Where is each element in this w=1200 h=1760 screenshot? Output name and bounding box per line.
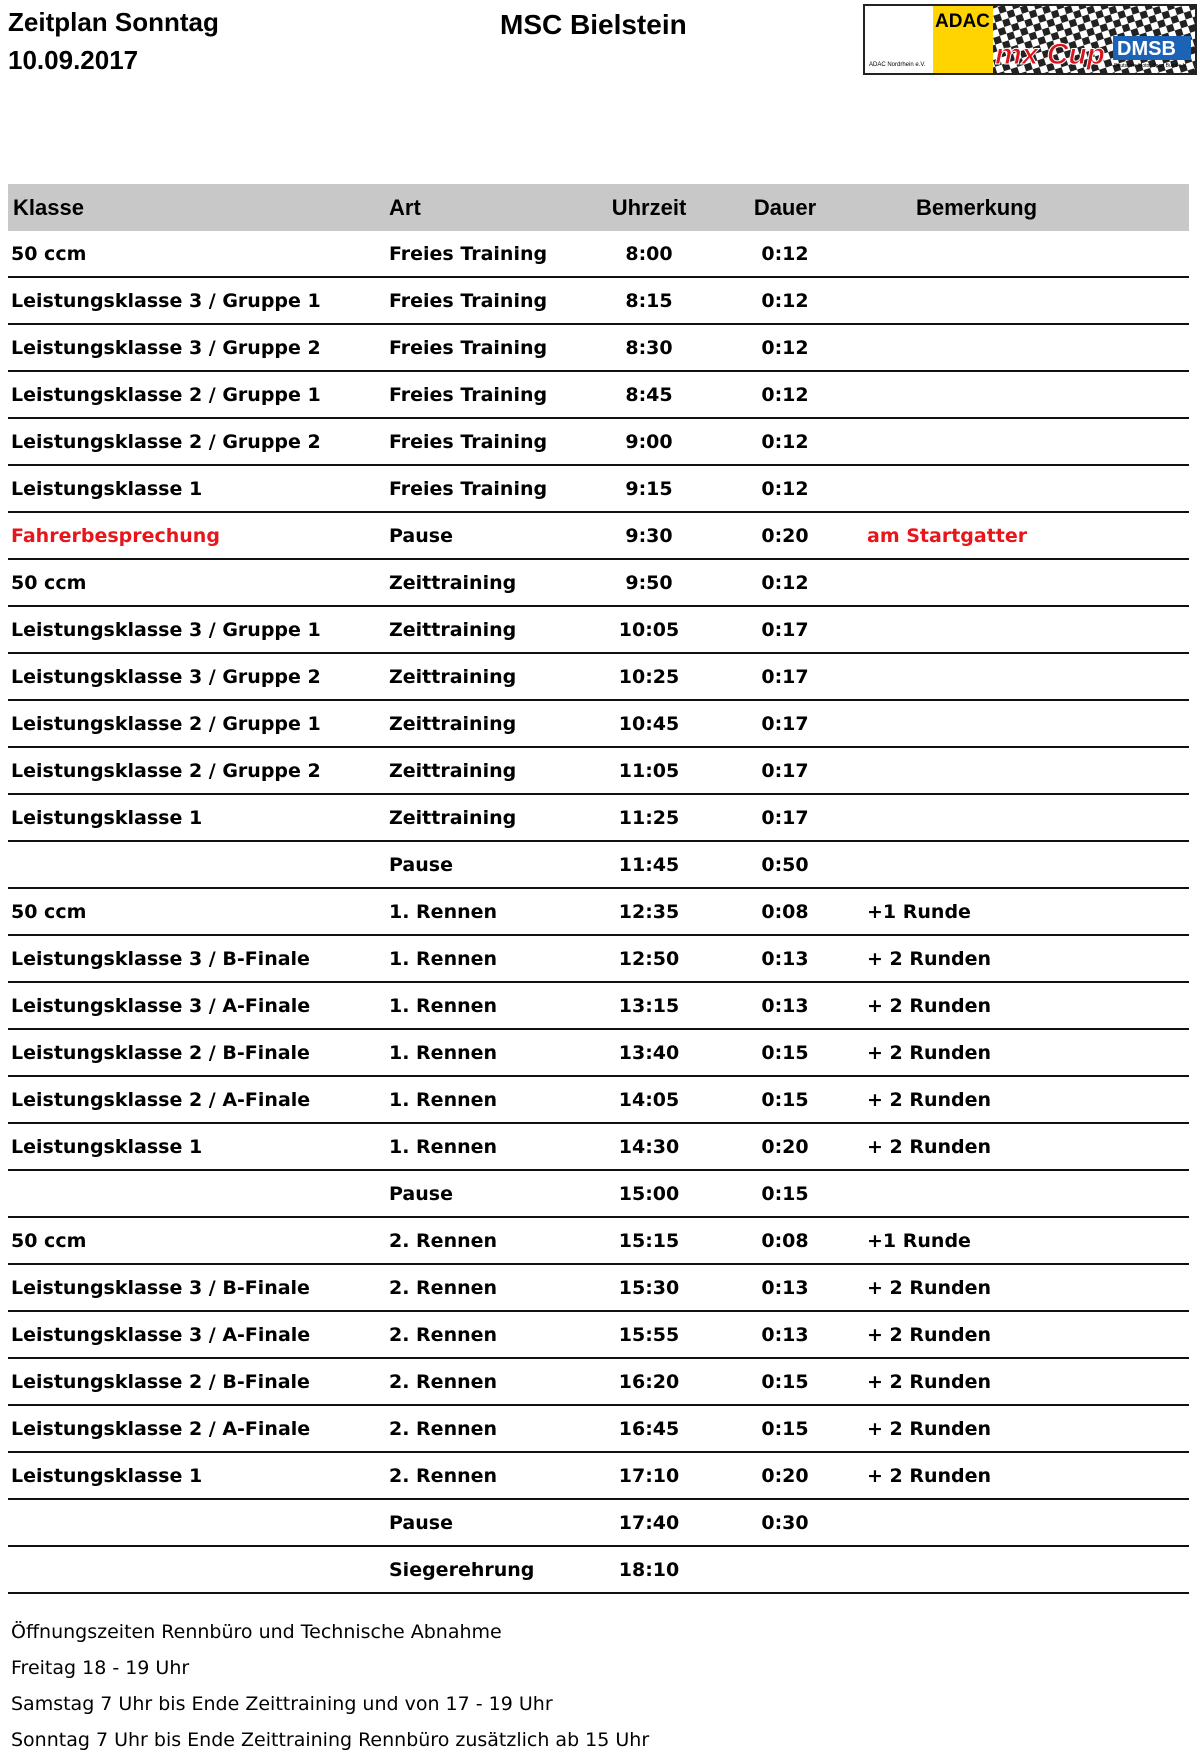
- cell-dauer: 0:12: [761, 289, 809, 312]
- cell-klasse: Leistungsklasse 3 / A-Finale: [11, 1323, 311, 1346]
- cell-uhrzeit: 15:15: [618, 1229, 680, 1252]
- cell-klasse: Fahrerbesprechung: [11, 524, 220, 547]
- cell-dauer: 0:08: [761, 900, 809, 923]
- cell-art: Pause: [389, 524, 453, 547]
- cell-uhrzeit: 9:00: [625, 430, 673, 453]
- cell-art: Zeittraining: [389, 665, 517, 688]
- cell-bemerkung: + 2 Runden: [867, 1417, 992, 1440]
- cell-art: 1. Rennen: [389, 947, 498, 970]
- cell-klasse: Leistungsklasse 2 / Gruppe 1: [11, 712, 321, 735]
- cell-dauer: 0:20: [761, 524, 809, 547]
- cell-uhrzeit: 10:05: [618, 618, 680, 641]
- cell-dauer: 0:12: [761, 383, 809, 406]
- cell-dauer: 0:15: [761, 1041, 809, 1064]
- cell-art: Freies Training: [389, 336, 548, 359]
- cell-art: Freies Training: [389, 477, 548, 500]
- table-row: [8, 936, 1189, 983]
- table-row: [8, 983, 1189, 1030]
- table-row: [8, 1453, 1189, 1500]
- cell-dauer: 0:12: [761, 336, 809, 359]
- table-row: [8, 419, 1189, 466]
- cell-dauer: 0:15: [761, 1088, 809, 1111]
- cell-klasse: Leistungsklasse 1: [11, 1464, 203, 1487]
- header-bemerkung: Bemerkung: [916, 194, 1038, 220]
- cell-uhrzeit: 16:45: [618, 1417, 680, 1440]
- table-row: [8, 1218, 1189, 1265]
- cell-uhrzeit: 17:40: [618, 1511, 680, 1534]
- cell-art: 1. Rennen: [389, 1041, 498, 1064]
- cell-dauer: 0:17: [761, 759, 809, 782]
- cell-bemerkung: + 2 Runden: [867, 947, 992, 970]
- cell-bemerkung: + 2 Runden: [867, 994, 992, 1017]
- table-row: [8, 795, 1189, 842]
- event-date: 10.09.2017: [8, 45, 139, 75]
- cell-dauer: 0:08: [761, 1229, 809, 1252]
- cell-bemerkung: + 2 Runden: [867, 1464, 992, 1487]
- cell-art: 1. Rennen: [389, 1088, 498, 1111]
- cell-dauer: 0:13: [761, 947, 809, 970]
- cell-art: 2. Rennen: [389, 1464, 498, 1487]
- table-body: [8, 231, 1189, 1594]
- cell-art: 2. Rennen: [389, 1276, 498, 1299]
- table-row: [8, 1406, 1189, 1453]
- cell-klasse: Leistungsklasse 1: [11, 1135, 203, 1158]
- adac-mx-cup-logo: [863, 4, 1197, 75]
- cell-art: Pause: [389, 1182, 453, 1205]
- cell-uhrzeit: 15:00: [618, 1182, 680, 1205]
- cell-art: Zeittraining: [389, 806, 517, 829]
- cell-art: Freies Training: [389, 383, 548, 406]
- cell-bemerkung: + 2 Runden: [867, 1041, 992, 1064]
- svg-text:DMSB: DMSB: [1117, 38, 1176, 60]
- cell-klasse: Leistungsklasse 2 / B-Finale: [11, 1370, 310, 1393]
- cell-uhrzeit: 10:45: [618, 712, 680, 735]
- cell-uhrzeit: 9:30: [625, 524, 673, 547]
- cell-klasse: Leistungsklasse 3 / B-Finale: [11, 1276, 310, 1299]
- cell-klasse: Leistungsklasse 1: [11, 806, 203, 829]
- cell-uhrzeit: 18:10: [618, 1558, 680, 1581]
- cell-bemerkung: am Startgatter: [867, 524, 1028, 547]
- cell-dauer: 0:15: [761, 1417, 809, 1440]
- cell-uhrzeit: 10:25: [618, 665, 680, 688]
- table-row: [8, 748, 1189, 795]
- notes-line: Freitag 18 - 19 Uhr: [11, 1657, 190, 1679]
- table-row: [8, 1500, 1189, 1547]
- cell-bemerkung: +1 Runde: [867, 900, 971, 923]
- table-row: [8, 278, 1189, 325]
- cell-bemerkung: + 2 Runden: [867, 1276, 992, 1299]
- cell-klasse: Leistungsklasse 3 / Gruppe 2: [11, 336, 321, 359]
- cell-bemerkung: + 2 Runden: [867, 1135, 992, 1158]
- cell-uhrzeit: 8:00: [625, 242, 673, 265]
- cell-klasse: 50 ccm: [11, 1229, 87, 1252]
- cell-art: Zeittraining: [389, 618, 517, 641]
- svg-text:mx Cup: mx Cup: [995, 38, 1106, 71]
- table-header: [8, 184, 1189, 231]
- table-row: [8, 466, 1189, 513]
- cell-dauer: 0:12: [761, 430, 809, 453]
- cell-bemerkung: + 2 Runden: [867, 1323, 992, 1346]
- cell-art: 1. Rennen: [389, 994, 498, 1017]
- header-dauer: Dauer: [753, 194, 817, 220]
- cell-art: 1. Rennen: [389, 1135, 498, 1158]
- cell-dauer: 0:13: [761, 1276, 809, 1299]
- cell-uhrzeit: 11:45: [618, 853, 680, 876]
- table-row: [8, 372, 1189, 419]
- cell-art: Zeittraining: [389, 712, 517, 735]
- table-row: [8, 1171, 1189, 1218]
- table-row: [8, 560, 1189, 607]
- table-row: [8, 1359, 1189, 1406]
- cell-art: Pause: [389, 1511, 453, 1534]
- cell-dauer: 0:17: [761, 618, 809, 641]
- cell-uhrzeit: 8:30: [625, 336, 673, 359]
- cell-dauer: 0:12: [761, 571, 809, 594]
- header-klasse: Klasse: [13, 194, 84, 220]
- cell-art: 2. Rennen: [389, 1229, 498, 1252]
- cell-uhrzeit: 13:40: [618, 1041, 680, 1064]
- cell-art: 2. Rennen: [389, 1323, 498, 1346]
- cell-uhrzeit: 14:30: [618, 1135, 680, 1158]
- cell-uhrzeit: 16:20: [618, 1370, 680, 1393]
- cell-uhrzeit: 11:25: [618, 806, 680, 829]
- cell-uhrzeit: 15:30: [618, 1276, 680, 1299]
- cell-klasse: Leistungsklasse 1: [11, 477, 203, 500]
- cell-art: Zeittraining: [389, 571, 517, 594]
- cell-uhrzeit: 17:10: [618, 1464, 680, 1487]
- cell-bemerkung: +1 Runde: [867, 1229, 971, 1252]
- cell-klasse: Leistungsklasse 3 / A-Finale: [11, 994, 311, 1017]
- page-title: Zeitplan Sonntag: [8, 7, 219, 37]
- cell-dauer: 0:20: [761, 1464, 809, 1487]
- table-row: [8, 325, 1189, 372]
- cell-art: Freies Training: [389, 289, 548, 312]
- table-row: [8, 1265, 1189, 1312]
- club-name: MSC Bielstein: [500, 9, 687, 40]
- cell-klasse: Leistungsklasse 2 / Gruppe 2: [11, 430, 321, 453]
- cell-dauer: 0:12: [761, 242, 809, 265]
- cell-dauer: 0:13: [761, 1323, 809, 1346]
- cell-klasse: Leistungsklasse 3 / Gruppe 2: [11, 665, 321, 688]
- cell-bemerkung: + 2 Runden: [867, 1370, 992, 1393]
- cell-klasse: Leistungsklasse 2 / A-Finale: [11, 1417, 311, 1440]
- notes-line: Samstag 7 Uhr bis Ende Zeittraining und von 17 - 19 Uhr: [11, 1693, 553, 1715]
- cell-dauer: 0:17: [761, 665, 809, 688]
- table-row: [8, 1077, 1189, 1124]
- svg-text:ADAC Nordrhein e.V.: ADAC Nordrhein e.V.: [869, 62, 926, 68]
- table-row: [8, 701, 1189, 748]
- cell-klasse: Leistungsklasse 2 / Gruppe 2: [11, 759, 321, 782]
- cell-uhrzeit: 11:05: [618, 759, 680, 782]
- cell-klasse: Leistungsklasse 3 / Gruppe 1: [11, 289, 321, 312]
- cell-klasse: 50 ccm: [11, 242, 87, 265]
- table-row: [8, 842, 1189, 889]
- header-uhrzeit: Uhrzeit: [611, 194, 687, 220]
- svg-text:ADAC: ADAC: [935, 11, 990, 32]
- cell-uhrzeit: 9:50: [625, 571, 673, 594]
- cell-uhrzeit: 15:55: [618, 1323, 680, 1346]
- cell-art: 2. Rennen: [389, 1370, 498, 1393]
- table-row: [8, 1030, 1189, 1077]
- cell-dauer: 0:17: [761, 806, 809, 829]
- header-art: Art: [389, 194, 421, 220]
- cell-klasse: Leistungsklasse 2 / Gruppe 1: [11, 383, 321, 406]
- table-row: [8, 1124, 1189, 1171]
- cell-klasse: 50 ccm: [11, 900, 87, 923]
- schedule-table: [8, 184, 1189, 1594]
- cell-uhrzeit: 8:15: [625, 289, 673, 312]
- cell-dauer: 0:15: [761, 1182, 809, 1205]
- svg-text:Deutscher Motor Sport Bund e.V: Deutscher Motor Sport Bund e.V.: [1114, 63, 1188, 69]
- cell-art: Siegerehrung: [389, 1558, 535, 1581]
- cell-dauer: 0:50: [761, 853, 809, 876]
- cell-uhrzeit: 12:50: [618, 947, 680, 970]
- cell-dauer: 0:13: [761, 994, 809, 1017]
- table-row: [8, 607, 1189, 654]
- cell-klasse: 50 ccm: [11, 571, 87, 594]
- table-row: [8, 889, 1189, 936]
- cell-art: 1. Rennen: [389, 900, 498, 923]
- cell-klasse: Leistungsklasse 3 / Gruppe 1: [11, 618, 321, 641]
- cell-klasse: Leistungsklasse 2 / A-Finale: [11, 1088, 311, 1111]
- table-row: [8, 513, 1189, 560]
- cell-uhrzeit: 12:35: [618, 900, 680, 923]
- table-row: [8, 1547, 1189, 1594]
- cell-uhrzeit: 13:15: [618, 994, 680, 1017]
- cell-art: Pause: [389, 853, 453, 876]
- cell-art: Freies Training: [389, 430, 548, 453]
- cell-klasse: Leistungsklasse 2 / B-Finale: [11, 1041, 310, 1064]
- cell-uhrzeit: 9:15: [625, 477, 673, 500]
- notes-line: Öffnungszeiten Rennbüro und Technische Abnahme: [11, 1621, 502, 1643]
- table-row: [8, 1312, 1189, 1359]
- cell-art: 2. Rennen: [389, 1417, 498, 1440]
- cell-klasse: Leistungsklasse 3 / B-Finale: [11, 947, 310, 970]
- table-row: [8, 231, 1189, 278]
- office-hours-notes: [11, 1614, 649, 1758]
- cell-dauer: 0:17: [761, 712, 809, 735]
- cell-dauer: 0:15: [761, 1370, 809, 1393]
- cell-art: Freies Training: [389, 242, 548, 265]
- cell-art: Zeittraining: [389, 759, 517, 782]
- table-row: [8, 654, 1189, 701]
- cell-dauer: 0:12: [761, 477, 809, 500]
- notes-line: Sonntag 7 Uhr bis Ende Zeittraining Rennbüro zusätzlich ab 15 Uhr: [11, 1729, 650, 1751]
- cell-dauer: 0:30: [761, 1511, 809, 1534]
- cell-uhrzeit: 8:45: [625, 383, 673, 406]
- cell-bemerkung: + 2 Runden: [867, 1088, 992, 1111]
- cell-uhrzeit: 14:05: [618, 1088, 680, 1111]
- cell-dauer: 0:20: [761, 1135, 809, 1158]
